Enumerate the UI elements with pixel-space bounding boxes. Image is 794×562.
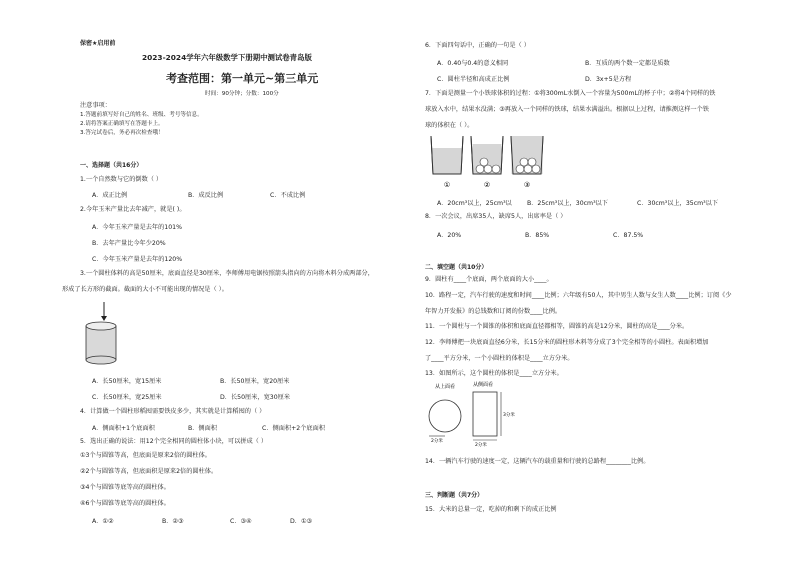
top-view-label: 从上面看 (435, 384, 456, 390)
height-label: 3分米 (503, 413, 515, 418)
beaker-3 (511, 136, 543, 174)
beaker-2 (471, 136, 503, 174)
q6-option-c: C．圆柱半径和高成正比例 (437, 76, 510, 83)
q6-option-b: B．互质的两个数一定都是质数 (585, 60, 670, 67)
q5-option-a: A．①② (92, 518, 114, 525)
rect-width-label: 2分米 (475, 443, 487, 448)
q4-text: 4．计算做一个圆柱形稻囤需要铁皮多少，其实就是计算稻囤的（ ） (80, 408, 266, 415)
q7-option-b: B．25cm³以上，30cm³以下 (527, 200, 608, 207)
q13-text: 13．如图所示，这个圆柱的体积是____立方分米。 (425, 370, 563, 377)
front-view-label: 从侧面看 (473, 382, 494, 388)
q5-text: 5．选出正确的说法：用12个完全相同的圆柱体小块，可以拼成（ ） (80, 438, 268, 445)
q5-option-b: B．②③ (162, 518, 184, 525)
q10-text-line1: 10．路程一定，汽车行驶的速度和时间____比例；六年级有50人，其中男生人数与女生人数____比例；订阅《少 (425, 292, 732, 299)
q5-statement-2: ②2个与圆锥等高，但底面积是原来2倍的圆柱体。 (80, 468, 218, 475)
q7-text-line2: 球放入水中，结果水没满；③再放入一个同样的铁球，结果水满溢出。根据以上过程，请推测这样一个铁 (425, 106, 709, 113)
notes-title: 注意事项： (80, 102, 111, 109)
q2-option-a: A．今年玉米产量是去年的101% (92, 224, 182, 231)
time-score: 时间：90分钟；分数：100分 (205, 91, 279, 97)
q8-option-b: B．85% (525, 232, 550, 239)
q3-option-b: B．长50厘米，宽20厘米 (220, 378, 290, 385)
q13-figure (425, 380, 535, 448)
q2-option-b: B．去年产量比今年少20% (92, 240, 166, 247)
section-3-title: 三、判断题（共7分） (425, 492, 484, 499)
beaker-1 (431, 136, 463, 174)
q10-text-line2: 年智力开发报》的总钱数和订阅的份数____比例。 (425, 308, 562, 315)
secret-label: 保密★启用前 (80, 40, 116, 47)
right-column (425, 0, 755, 562)
left-column (62, 0, 390, 562)
q7-option-a: A．20cm³以上，25cm³以 (437, 200, 512, 207)
cylinder-figure (82, 300, 122, 368)
q2-text: 2.今年玉米产量比去年减产，就是( )。 (80, 206, 186, 213)
q5-statement-3: ③4个与圆锥等底等高的圆柱体。 (80, 484, 170, 491)
q5-option-c: C．③④ (230, 518, 252, 525)
q3-text-line1: 3.一个圆柱体料的高是50厘米，底面直径是30厘米，李师傅用电锯按照箭头指向的方向将木料分成两部分， (80, 270, 374, 277)
q3-option-d: D．长50厘米，宽30厘米 (220, 394, 291, 401)
q5-option-d: D．①③ (290, 518, 313, 525)
scope-title: 考查范围：第一单元~第三单元 (166, 72, 319, 85)
q1-option-a: A．成正比例 (92, 192, 128, 199)
q4-option-b: B．侧面积 (188, 425, 217, 432)
note-1: 1.答题前填写好自己的姓名、班级、考号等信息。 (80, 112, 203, 118)
q6-text: 6．下面四句话中，正确的一句是（ ） (425, 42, 530, 49)
q3-option-c: C．长50厘米，宽25厘米 (92, 394, 162, 401)
circle-width-label: 2分米 (431, 439, 443, 444)
q7-text-line1: 7．下面是测量一个小铁球体积的过程：①将300mL水倒入一个容量为500mL的杯子中；②将4个同样的铁 (425, 90, 716, 97)
q12-text-line2: 了____平方分米，一个小圆柱的体积是____立方分米。 (425, 355, 574, 362)
q8-text: 8．一次会议，出席35人，缺席5人，出席率是（ ） (425, 213, 567, 220)
front-view-rect (473, 392, 497, 436)
q5-statement-4: ④6个与圆锥等底等高的圆柱体。 (80, 500, 170, 507)
q1-option-c: C．不成比例 (270, 192, 306, 199)
beaker-label-3: ③ (523, 181, 531, 189)
section-1-title: 一、选择题（共16分） (80, 162, 143, 169)
top-view-circle (429, 400, 461, 432)
q2-option-c: C．今年玉米产量是去年的120% (92, 256, 183, 263)
q3-option-a: A．长50厘米，宽15厘米 (92, 378, 162, 385)
q4-option-a: A．侧面积+1个底面积 (92, 425, 155, 432)
beaker-label-2: ② (483, 181, 491, 189)
q6-option-d: D．3x+5是方程 (585, 76, 632, 83)
note-3: 3.答完试卷后，务必再次检查哦！ (80, 130, 164, 136)
q8-option-c: C．87.5% (613, 232, 644, 239)
note-2: 2.请将答案正确填写在答题卡上。 (80, 121, 164, 127)
beaker-label-1: ① (443, 181, 451, 189)
q8-option-a: A．20% (437, 232, 462, 239)
q7-text-line3: 球的体积在（ ）。 (425, 122, 474, 129)
q5-statement-1: ①3个与圆锥等高，但底面是原来2倍的圆柱体。 (80, 452, 211, 459)
beakers-figure (427, 134, 551, 192)
q1-option-b: B．成反比例 (188, 192, 224, 199)
exam-title: 2023-2024学年六年级数学下册期中测试卷青岛版 (142, 53, 312, 62)
q4-option-c: C．侧面积+2个底面积 (262, 425, 325, 432)
q6-option-a: A．0.40与0.4的意义相同 (437, 60, 509, 67)
q1-text: 1.一个自然数与它的倒数（ ） (80, 176, 163, 183)
q11-text: 11．一个圆柱与一个圆锥的体积和底面直径都相等，圆锥的高是12分米，圆柱的高是____分米。 (425, 323, 689, 330)
q3-text-line2: 形成了长方形的截面。截面的大小不可能出现的情况是（ ）。 (62, 286, 228, 293)
q9-text: 9．圆柱有____个底面，两个底面的大小____。 (425, 276, 553, 283)
q12-text-line1: 12．李师傅把一块底面直径6分米，长15分米的圆柱形木料等分成了3个完全相等的小圆柱。表面积增加 (425, 339, 709, 346)
q15-text: 15．大米的总量一定，吃掉的和剩下的成正比例 (425, 506, 557, 513)
q7-option-c: C．30cm³以上，35cm³以下 (637, 200, 719, 207)
q14-text: 14．一辆汽车行驶的速度一定，这辆汽车的载重量和行驶的总路程________比例。 (425, 458, 650, 465)
section-2-title: 二、填空题（共10分） (425, 264, 488, 271)
